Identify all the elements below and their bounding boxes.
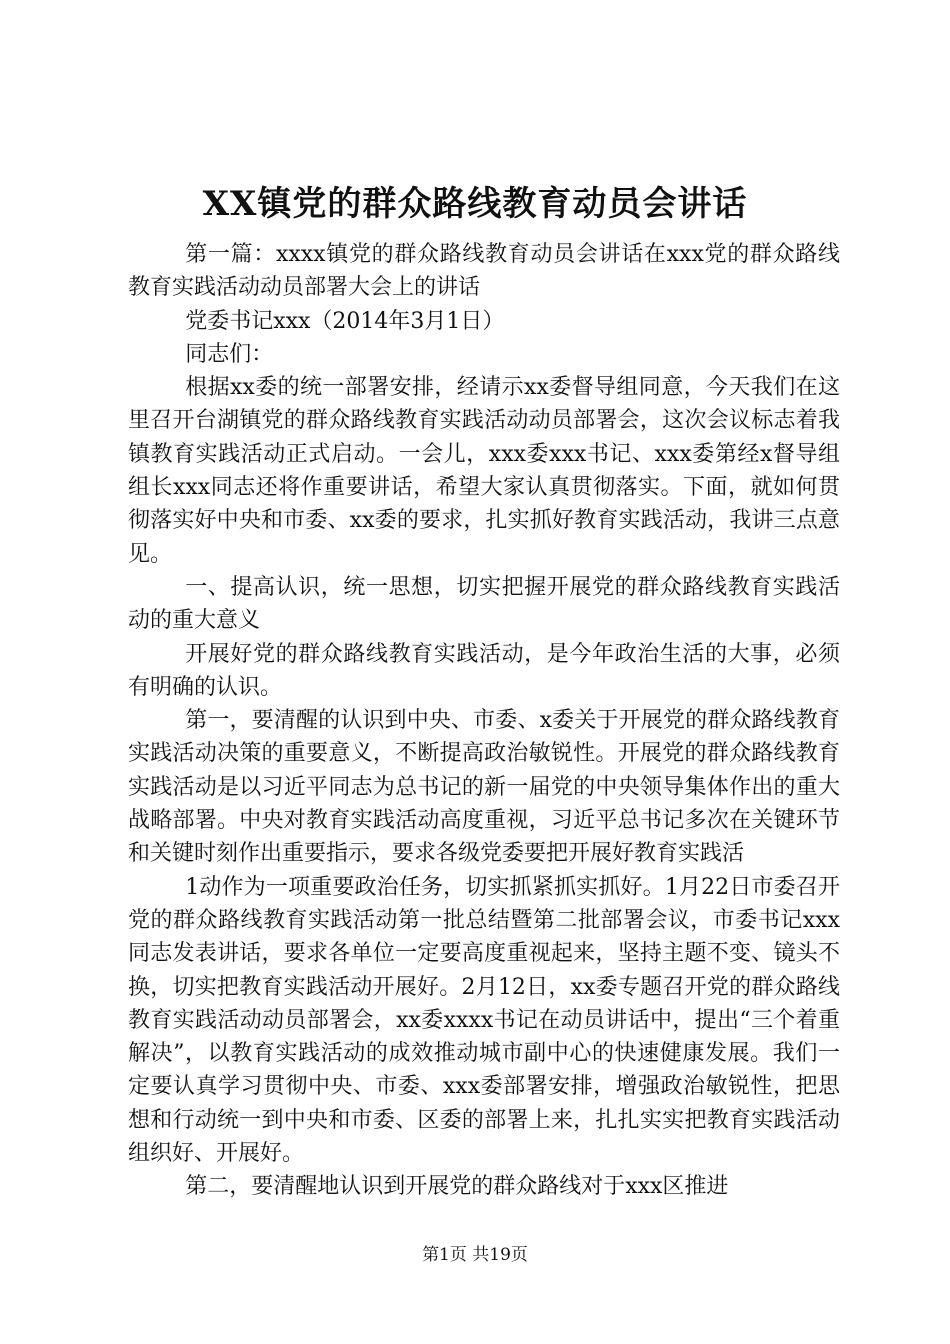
paragraph-point-2: 第二，要清醒地认识到开展党的群众路线对于xxx区推进 (185, 1174, 729, 1200)
document-title: XX镇党的群众路线教育动员会讲话 (202, 184, 748, 224)
paragraph-intro: 第一篇：xxxx镇党的群众路线教育动员会讲话在xxx党的群众路线教育实践活动动员部署大会上的讲话 (128, 242, 840, 301)
document-body (128, 238, 840, 1204)
paragraph-speaker: 党委书记xxx（2014年3月1日） (185, 308, 505, 334)
page-footer: 第1页 共19页 (422, 1245, 528, 1265)
paragraph-point-1: 第一，要清醒的认识到中央、市委、x委关于开展党的群众路线教育实践活动决策的重要意义，不断提高政治敏锐性。开展党的群众路线教育实践活动是以习近平同志为总书记的新一届党的中央领导集体作出的重大战略部署。中央对教育实践活动高度重视，习近平总书记多次在关键环节和关键时刻作出重要指示，要求各级党委要把开展好教育实践活 (128, 708, 840, 867)
paragraph-section-heading-1: 一、提高认识，统一思想，切实把握开展党的群众路线教育实践活动的重大意义 (128, 574, 840, 634)
paragraph-point-1-continued: 1动作为一项重要政治任务，切实抓紧抓实抓好。1月22日市委召开党的群众路线教育实践活动第一批总结暨第二批部署会议，市委书记xxx同志发表讲话，要求各单位一定要高度重视起来，坚持主题不变、镜头不换，切实把教育实践活动开展好。2月12日，xx委专题召开党的群众路线教育实践活动动员部署会，xx委xxxx书记在动员讲话中，提出“三个着重解决”，以教育实践活动的成效推动城市副中心的快速健康发展。我们一定要认真学习贯彻中央、市委、xxx委部署安排，增强政治敏锐性，把思想和行动统一到中央和市委、区委的部署上来，扎扎实实把教育实践活动组织好、开展好。 (128, 874, 840, 1167)
paragraph-greeting: 同志们： (185, 341, 274, 367)
paragraph-opening: 根据xx委的统一部署安排，经请示xx委督导组同意，今天我们在这里召开台湖镇党的群众路线教育实践活动动员部署会，这次会议标志着我镇教育实践活动正式启动。一会儿，xxx委xxx书记、xxx委第经x督导组组长xxx同志还将作重要讲话，希望大家认真贯彻落实。下面，就如何贯彻落实好中央和市委、xx委的要求，扎实抓好教育实践活动，我讲三点意见。 (128, 375, 840, 567)
paragraph-section-intro: 开展好党的群众路线教育实践活动，是今年政治生活的大事，必须有明确的认识。 (128, 641, 840, 700)
